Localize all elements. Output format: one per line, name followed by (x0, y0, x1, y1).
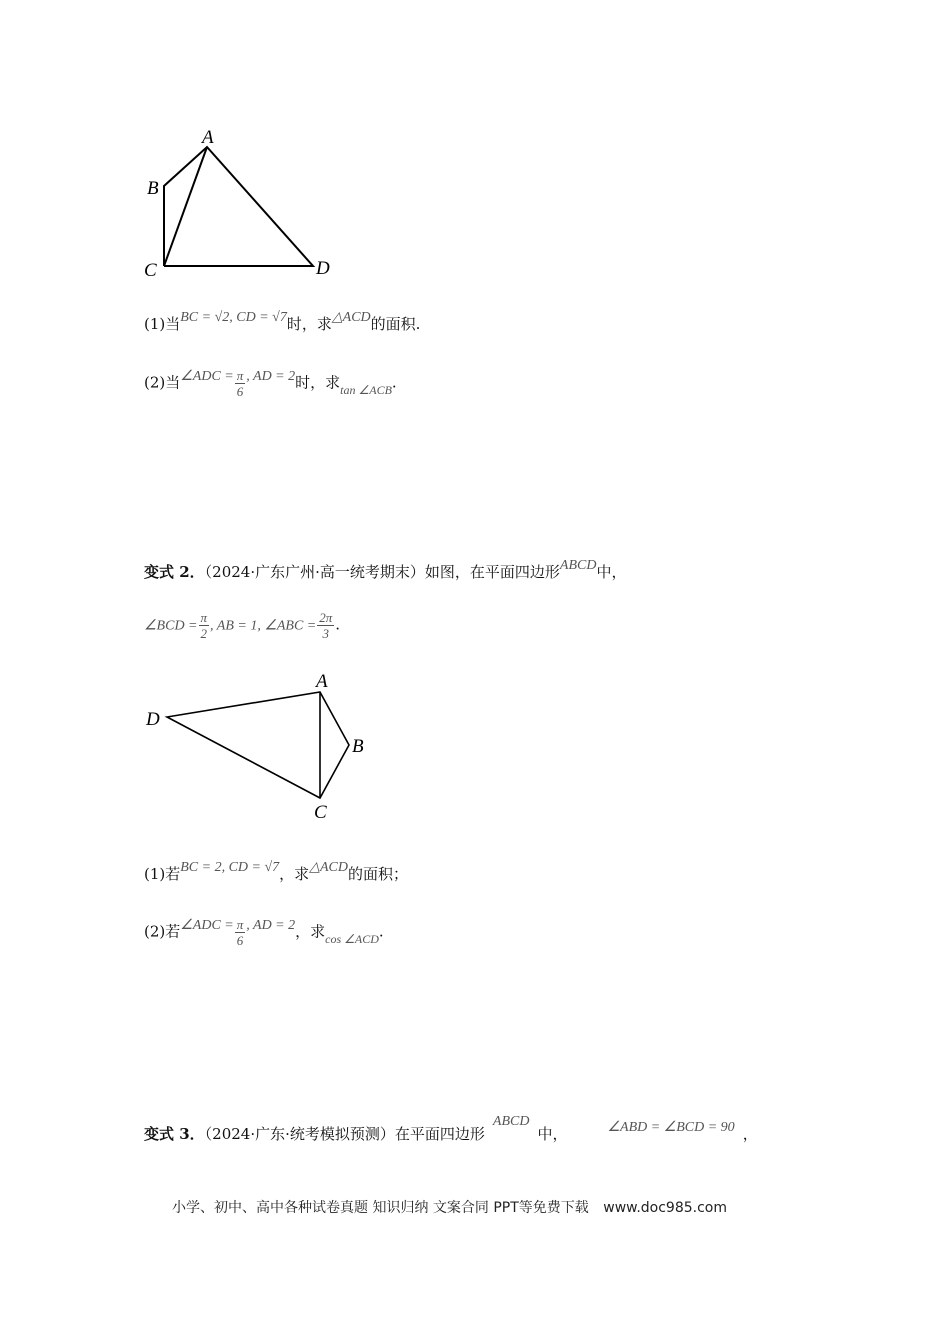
target: cos ∠ACD (325, 931, 379, 946)
fraction: $\frac{2\pi}{3}$ (319, 610, 333, 641)
target: tan ∠ACB (340, 382, 392, 397)
fraction: $\frac{\pi}{2}$ (200, 610, 208, 641)
fraction: $\frac{\pi}{6}$ (236, 368, 244, 399)
vertex-label-d: D (316, 258, 330, 279)
variant-label: 变式 3． (144, 1125, 205, 1143)
variant-label: 变式 2． (144, 563, 205, 581)
vertex-label-a: A (316, 671, 328, 692)
footer (172, 1197, 727, 1217)
vertex-label-c: C (144, 260, 157, 281)
vertex-label-c: C (314, 802, 327, 823)
variant-3-heading: 变式 3．（2024·广东·统考模拟预测）在平面四边形ABCD中， ∠ABD = ∠BCD = 90 ， (144, 1114, 758, 1143)
vertex-label-d: D (146, 709, 160, 730)
vertex-label-a: A (202, 127, 214, 148)
quadrilateral-figure-1 (130, 120, 350, 285)
footer-url[interactable]: www.doc985.com (603, 1200, 727, 1216)
vertex-label-b: B (352, 736, 364, 757)
vertex-label-b: B (147, 178, 159, 199)
quadrilateral-figure-2 (140, 668, 380, 828)
condition: BC = √2, CD = √7 (180, 310, 287, 325)
condition: BC = 2, CD = √7 (180, 860, 280, 875)
footer-text: 小学、初中、高中各种试卷真题 知识归纳 文案合同 PPT等免费下载 (172, 1200, 589, 1216)
question-2-1: (1)若BC = 2, CD = √7，求△ACD的面积； (144, 860, 408, 883)
question-2-2: (2)若∠ADC = $\frac{\pi}{6}$ , AD = 2，求$_{cos \angle ACD}$. (144, 917, 384, 948)
target: △ACD (309, 860, 348, 875)
fraction: $\frac{\pi}{6}$ (236, 917, 244, 948)
target: △ACD (331, 310, 371, 325)
question-1-2: (2)当∠ADC = $\frac{\pi}{6}$ , AD = 2时，求$_{tan \angle ACB}$. (144, 368, 397, 399)
variant-2-heading: 变式 2．（2024·广东广州·高一统考期末）如图，在平面四边形ABCD中， (144, 558, 627, 581)
variant-2-conditions: ∠BCD = $\frac{\pi}{2}$ , AB = 1, ∠ABC = $\frac{2\pi}{3}$ . (144, 610, 341, 641)
question-1-1: (1)当BC = √2, CD = √7时，求△ACD的面积. (144, 310, 421, 333)
